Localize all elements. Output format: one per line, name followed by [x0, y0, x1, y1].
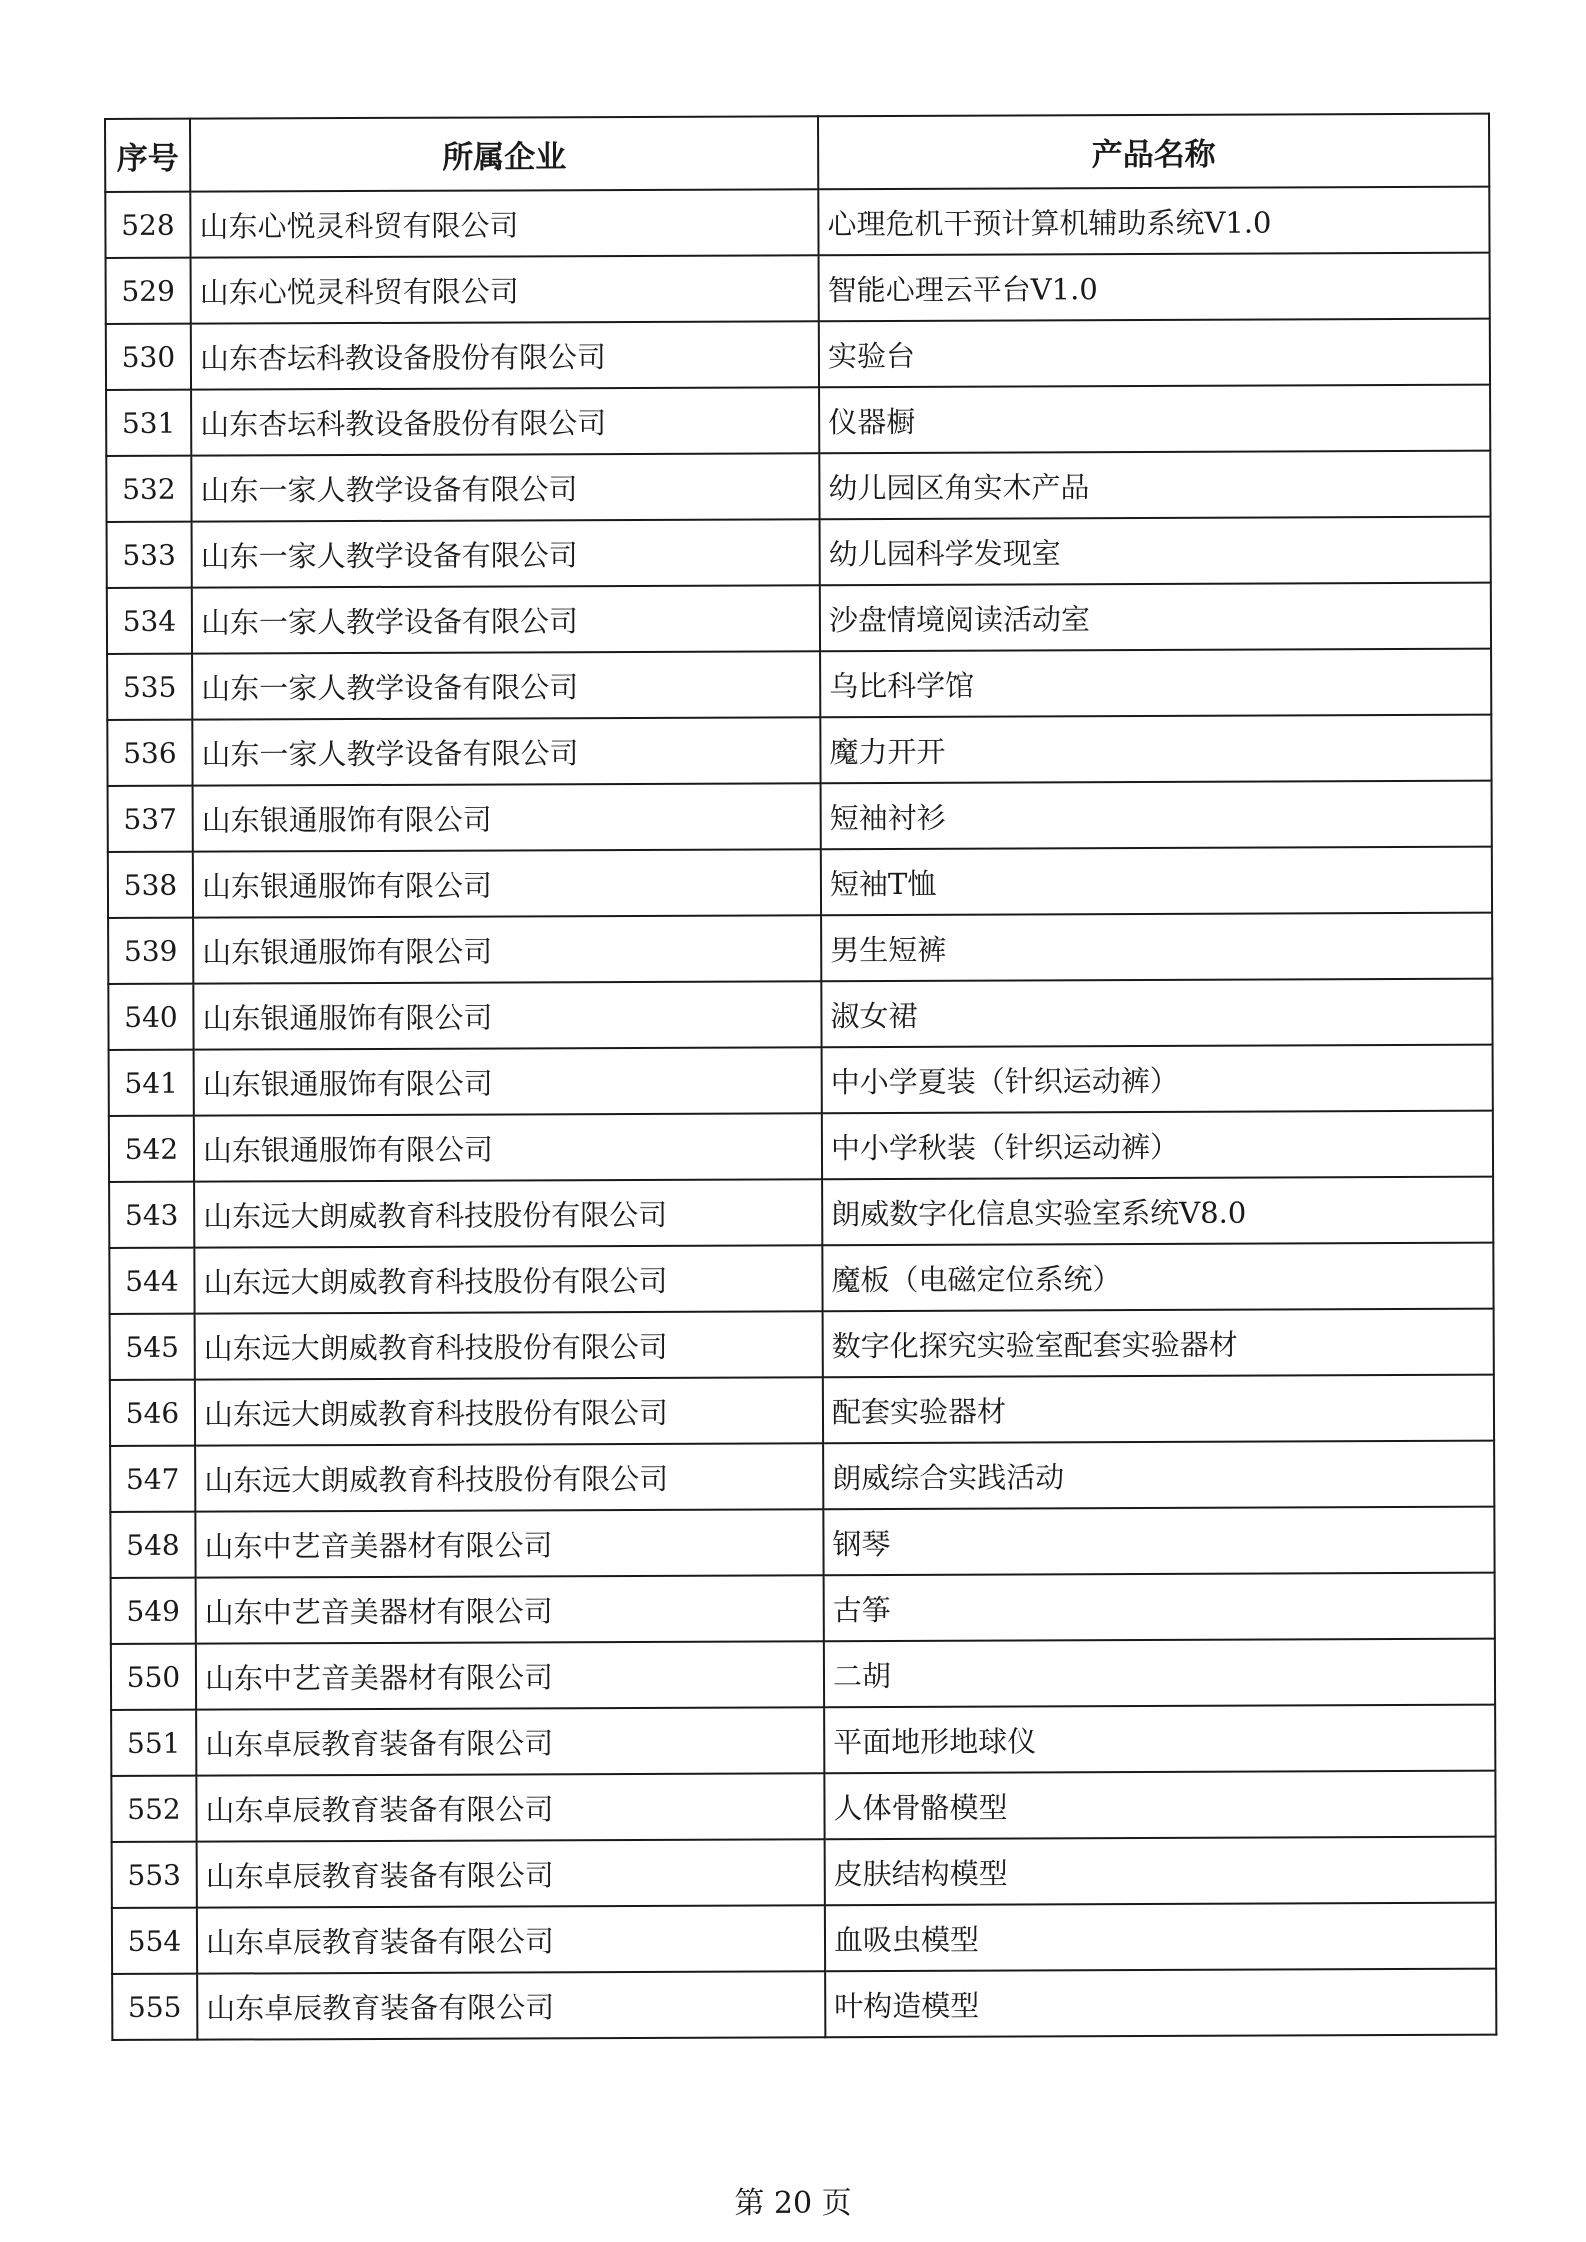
row-serial-number: 538	[108, 852, 193, 918]
page-number: 第 20 页	[734, 2186, 852, 2221]
row-product-name: 中小学秋装（针织运动裤）	[822, 1111, 1493, 1180]
row-product-name: 叶构造模型	[825, 1969, 1496, 2038]
row-serial-number: 537	[108, 786, 193, 852]
table-row	[111, 1771, 1495, 1842]
table-row	[107, 649, 1491, 720]
row-company: 山东中艺音美器材有限公司	[196, 1641, 824, 1709]
row-company: 山东远大朗威教育科技股份有限公司	[195, 1377, 823, 1445]
row-company: 山东中艺音美器材有限公司	[195, 1509, 823, 1577]
table-row	[111, 1639, 1495, 1710]
row-serial-number: 551	[111, 1710, 196, 1776]
row-serial-number: 543	[109, 1182, 194, 1248]
row-company: 山东杏坛科教设备股份有限公司	[191, 321, 819, 389]
row-company: 山东卓辰教育装备有限公司	[197, 1839, 825, 1907]
row-product-name: 配套实验器材	[823, 1375, 1494, 1444]
row-serial-number: 555	[112, 1974, 197, 2040]
row-serial-number: 554	[112, 1908, 197, 1974]
table-row	[106, 451, 1490, 522]
row-product-name: 平面地形地球仪	[824, 1705, 1495, 1774]
table-row	[107, 715, 1491, 786]
table-row	[111, 1705, 1495, 1776]
row-serial-number: 534	[107, 588, 192, 654]
row-company: 山东心悦灵科贸有限公司	[190, 189, 818, 257]
row-product-name: 朗威数字化信息实验室系统V8.0	[822, 1177, 1493, 1246]
row-company: 山东心悦灵科贸有限公司	[191, 255, 819, 323]
table-row	[112, 1969, 1496, 2040]
row-company: 山东银通服饰有限公司	[193, 783, 821, 851]
row-serial-number: 547	[110, 1446, 195, 1512]
row-serial-number: 542	[109, 1116, 194, 1182]
row-product-name: 仪器橱	[819, 385, 1490, 454]
row-serial-number: 550	[111, 1644, 196, 1710]
table-row	[111, 1573, 1495, 1644]
row-serial-number: 529	[106, 258, 191, 324]
row-company: 山东银通服饰有限公司	[193, 849, 821, 917]
row-serial-number: 533	[107, 522, 192, 588]
row-company: 山东一家人教学设备有限公司	[192, 717, 820, 785]
row-company: 山东一家人教学设备有限公司	[191, 453, 819, 521]
row-product-name: 短袖T恤	[821, 847, 1492, 916]
row-company: 山东卓辰教育装备有限公司	[197, 1971, 825, 2039]
product-table	[104, 113, 1497, 2041]
table-row	[110, 1375, 1494, 1446]
table-row	[106, 319, 1490, 390]
row-company: 山东中艺音美器材有限公司	[196, 1575, 824, 1643]
row-product-name: 智能心理云平台V1.0	[819, 253, 1490, 322]
row-serial-number: 532	[106, 456, 191, 522]
row-serial-number: 553	[112, 1842, 197, 1908]
row-product-name: 幼儿园区角实木产品	[819, 451, 1490, 520]
row-company: 山东银通服饰有限公司	[193, 981, 821, 1049]
table-row	[108, 847, 1492, 918]
row-product-name: 魔力开开	[820, 715, 1491, 784]
row-company: 山东一家人教学设备有限公司	[192, 585, 820, 653]
row-product-name: 幼儿园科学发现室	[820, 517, 1491, 586]
row-company: 山东卓辰教育装备有限公司	[197, 1905, 825, 1973]
row-serial-number: 546	[110, 1380, 195, 1446]
row-serial-number: 545	[110, 1314, 195, 1380]
row-company: 山东卓辰教育装备有限公司	[196, 1773, 824, 1841]
row-company: 山东银通服饰有限公司	[194, 1113, 822, 1181]
row-company: 山东杏坛科教设备股份有限公司	[191, 387, 819, 455]
row-serial-number: 541	[109, 1050, 194, 1116]
table-row	[107, 517, 1491, 588]
row-product-name: 皮肤结构模型	[825, 1837, 1496, 1906]
row-product-name: 人体骨骼模型	[824, 1771, 1495, 1840]
row-serial-number: 549	[111, 1578, 196, 1644]
row-serial-number: 540	[108, 984, 193, 1050]
row-product-name: 古筝	[824, 1573, 1495, 1642]
table-row	[110, 1309, 1494, 1380]
table-row	[109, 1045, 1493, 1116]
header-product-name: 产品名称	[818, 114, 1489, 190]
header-company: 所属企业	[190, 116, 818, 191]
row-product-name: 中小学夏装（针织运动裤）	[822, 1045, 1493, 1114]
table-row	[112, 1903, 1496, 1974]
row-serial-number: 539	[108, 918, 193, 984]
table-row	[112, 1837, 1496, 1908]
table-row	[109, 1111, 1493, 1182]
row-product-name: 数字化探究实验室配套实验器材	[823, 1309, 1494, 1378]
row-company: 山东银通服饰有限公司	[194, 1047, 822, 1115]
row-serial-number: 528	[105, 192, 190, 258]
table-row	[108, 781, 1492, 852]
row-product-name: 实验台	[819, 319, 1490, 388]
table-body	[105, 187, 1496, 2040]
row-serial-number: 530	[106, 324, 191, 390]
table-row	[107, 583, 1491, 654]
table-row	[110, 1507, 1494, 1578]
row-company: 山东银通服饰有限公司	[193, 915, 821, 983]
row-product-name: 钢琴	[823, 1507, 1494, 1576]
row-company: 山东卓辰教育装备有限公司	[196, 1707, 824, 1775]
row-product-name: 朗威综合实践活动	[823, 1441, 1494, 1510]
row-product-name: 淑女裙	[821, 979, 1492, 1048]
row-serial-number: 536	[107, 720, 192, 786]
row-product-name: 短袖衬衫	[821, 781, 1492, 850]
row-company: 山东远大朗威教育科技股份有限公司	[194, 1179, 822, 1247]
row-product-name: 沙盘情境阅读活动室	[820, 583, 1491, 652]
header-serial-number: 序号	[105, 119, 190, 192]
row-company: 山东远大朗威教育科技股份有限公司	[194, 1245, 822, 1313]
table-row	[106, 253, 1490, 324]
row-serial-number: 544	[109, 1248, 194, 1314]
table-row	[105, 187, 1489, 258]
row-serial-number: 548	[110, 1512, 195, 1578]
table-row	[109, 1177, 1493, 1248]
row-product-name: 男生短裤	[821, 913, 1492, 982]
table-row	[106, 385, 1490, 456]
row-product-name: 二胡	[824, 1639, 1495, 1708]
table-row	[109, 1243, 1493, 1314]
row-serial-number: 535	[107, 654, 192, 720]
row-product-name: 血吸虫模型	[825, 1903, 1496, 1972]
row-company: 山东一家人教学设备有限公司	[192, 651, 820, 719]
row-serial-number: 531	[106, 390, 191, 456]
table-row	[108, 913, 1492, 984]
row-serial-number: 552	[111, 1776, 196, 1842]
table-header-row	[105, 114, 1489, 192]
row-product-name: 魔板（电磁定位系统）	[822, 1243, 1493, 1312]
row-company: 山东远大朗威教育科技股份有限公司	[195, 1443, 823, 1511]
row-company: 山东远大朗威教育科技股份有限公司	[195, 1311, 823, 1379]
table-row	[108, 979, 1492, 1050]
row-product-name: 乌比科学馆	[820, 649, 1491, 718]
row-product-name: 心理危机干预计算机辅助系统V1.0	[818, 187, 1489, 256]
row-company: 山东一家人教学设备有限公司	[192, 519, 820, 587]
table-row	[110, 1441, 1494, 1512]
